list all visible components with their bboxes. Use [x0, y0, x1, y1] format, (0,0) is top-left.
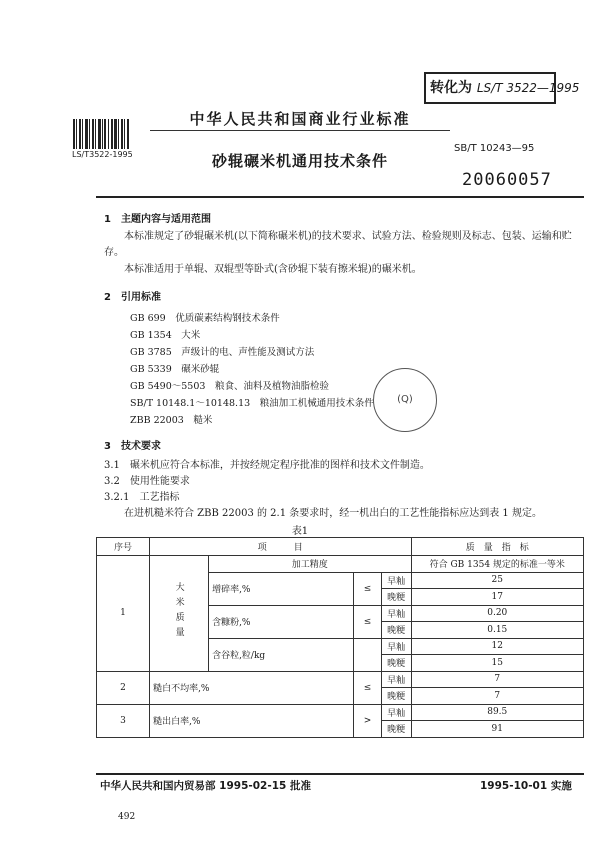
- value-early: 0.20: [411, 605, 583, 622]
- group-1-label: 大米质量: [173, 581, 184, 642]
- ref-title: 声级计的电、声性能及测试方法: [181, 347, 315, 358]
- header-title: 中华人民共和国商业行业标准: [189, 110, 411, 128]
- grade-early: 早籼: [381, 704, 411, 721]
- row-3-name: 糙出白率,%: [150, 704, 354, 737]
- row-2-op: ≤: [354, 671, 382, 704]
- precision-standard: 符合 GB 1354 规定的标准一等米: [411, 556, 583, 573]
- value-late: 15: [411, 655, 583, 672]
- section-1-paragraph-1: 本标准规定了砂辊碾米机(以下简称碾米机)的技术要求、试验方法、检验规则及标志、包装、运输和贮存。: [104, 231, 572, 258]
- grade-early: 早籼: [381, 671, 411, 688]
- stamp-label: 转化为: [430, 80, 472, 96]
- ref-code: GB 5339: [130, 364, 172, 375]
- row-name: 增碎率,%: [209, 572, 354, 605]
- header-no: 序号: [97, 538, 150, 556]
- implementation-date: 1995-10-01 实施: [480, 780, 572, 792]
- precision-label: 加工精度: [209, 556, 411, 573]
- footer-rule: [96, 773, 584, 775]
- table-row: [97, 704, 584, 721]
- row-3-op: >: [354, 704, 382, 737]
- ref-code: GB 3785: [130, 347, 172, 358]
- grade-late: 晚粳: [381, 655, 411, 672]
- section-3-2-1-text: 在进机糙米符合 ZBB 22003 的 2.1 条要求时，经一机出白的工艺性能指标应达到表 1 规定。: [124, 508, 542, 519]
- grade-late: 晚粳: [381, 622, 411, 639]
- section-3-heading: 3 技术要求: [104, 441, 161, 452]
- ref-item: [130, 395, 374, 409]
- ref-item: [130, 344, 314, 358]
- value-late: 91: [411, 721, 583, 738]
- standard-title: 砂辊碾米机通用技术条件: [211, 152, 388, 170]
- stamp-code: LS/T 3522—1995: [476, 81, 580, 95]
- serial-number: 20060057: [462, 170, 552, 190]
- table-header-row: [97, 538, 584, 556]
- value-late: 7: [411, 688, 583, 705]
- ref-title: 优质碳素结构钢技术条件: [175, 313, 280, 324]
- standard-code: SB/T 10243—95: [454, 143, 535, 154]
- row-3-no: 3: [97, 704, 150, 737]
- barcode-label: LS/T3522-1995: [72, 150, 133, 159]
- ref-title: 大米: [181, 330, 201, 341]
- ref-item: [130, 412, 212, 426]
- grade-late: 晚粳: [381, 688, 411, 705]
- header-rule: [150, 130, 450, 131]
- ref-title: 糙米: [193, 415, 213, 426]
- ref-item: [130, 310, 280, 324]
- ref-code: ZBB 22003: [130, 415, 184, 426]
- section-2-heading: 2 引用标准: [104, 292, 161, 303]
- seal-stamp: (Q): [373, 368, 437, 432]
- issued-statement: 中华人民共和国内贸易部 1995-02-15 批准: [100, 780, 311, 792]
- grade-early: 早籼: [381, 572, 411, 589]
- ref-code: SB/T 10148.1～10148.13: [130, 398, 251, 409]
- ref-code: GB 1354: [130, 330, 172, 341]
- ref-code: GB 699: [130, 313, 166, 324]
- row-2-no: 2: [97, 671, 150, 704]
- row-2-name: 糙白不均率,%: [150, 671, 354, 704]
- table-caption: 表1: [291, 526, 309, 537]
- row-op: [354, 638, 382, 671]
- section-3-2: 3.2 使用性能要求: [104, 476, 190, 487]
- group-1-label-cell: [150, 556, 209, 672]
- table-row: [97, 671, 584, 688]
- conversion-stamp: [424, 72, 580, 104]
- row-op: ≤: [354, 572, 382, 605]
- ref-title: 粮食、油料及植物油脂检验: [214, 381, 329, 392]
- header-item: 项 目: [150, 538, 411, 556]
- ref-title: 粮油加工机械通用技术条件: [259, 398, 374, 409]
- quality-table: [96, 537, 584, 738]
- section-3-1: 3.1 碾米机应符合本标准，并按经规定程序批准的图样和技术文件制造。: [104, 460, 430, 471]
- header-quality: 质 量 指 标: [411, 538, 583, 556]
- section-1-paragraph-2: 本标准适用于单辊、双辊型等卧式(含砂辊下装有擦米辊)的碾米机。: [124, 264, 422, 275]
- row-name: 含谷粒,粒/kg: [209, 638, 354, 671]
- value-early: 25: [411, 572, 583, 589]
- row-op: ≤: [354, 605, 382, 638]
- value-late: 0.15: [411, 622, 583, 639]
- grade-late: 晚粳: [381, 589, 411, 606]
- grade-early: 早籼: [381, 638, 411, 655]
- grade-early: 早籼: [381, 605, 411, 622]
- ref-item: [130, 327, 200, 341]
- title-rule: [96, 196, 584, 198]
- ref-code: GB 5490～5503: [130, 381, 206, 392]
- value-early: 7: [411, 671, 583, 688]
- grade-late: 晚粳: [381, 721, 411, 738]
- row-name: 含糠粉,%: [209, 605, 354, 638]
- ref-item: [130, 378, 329, 392]
- value-early: 12: [411, 638, 583, 655]
- group-1-no: 1: [97, 556, 150, 672]
- value-early: 89.5: [411, 704, 583, 721]
- section-1-heading: 1 主题内容与适用范围: [104, 214, 211, 225]
- ref-title: 碾米砂辊: [181, 364, 220, 375]
- table-row: [97, 556, 584, 573]
- page-number: 492: [118, 812, 136, 822]
- value-late: 17: [411, 589, 583, 606]
- ref-item: [130, 361, 219, 375]
- section-3-2-1: 3.2.1 工艺指标: [104, 492, 180, 503]
